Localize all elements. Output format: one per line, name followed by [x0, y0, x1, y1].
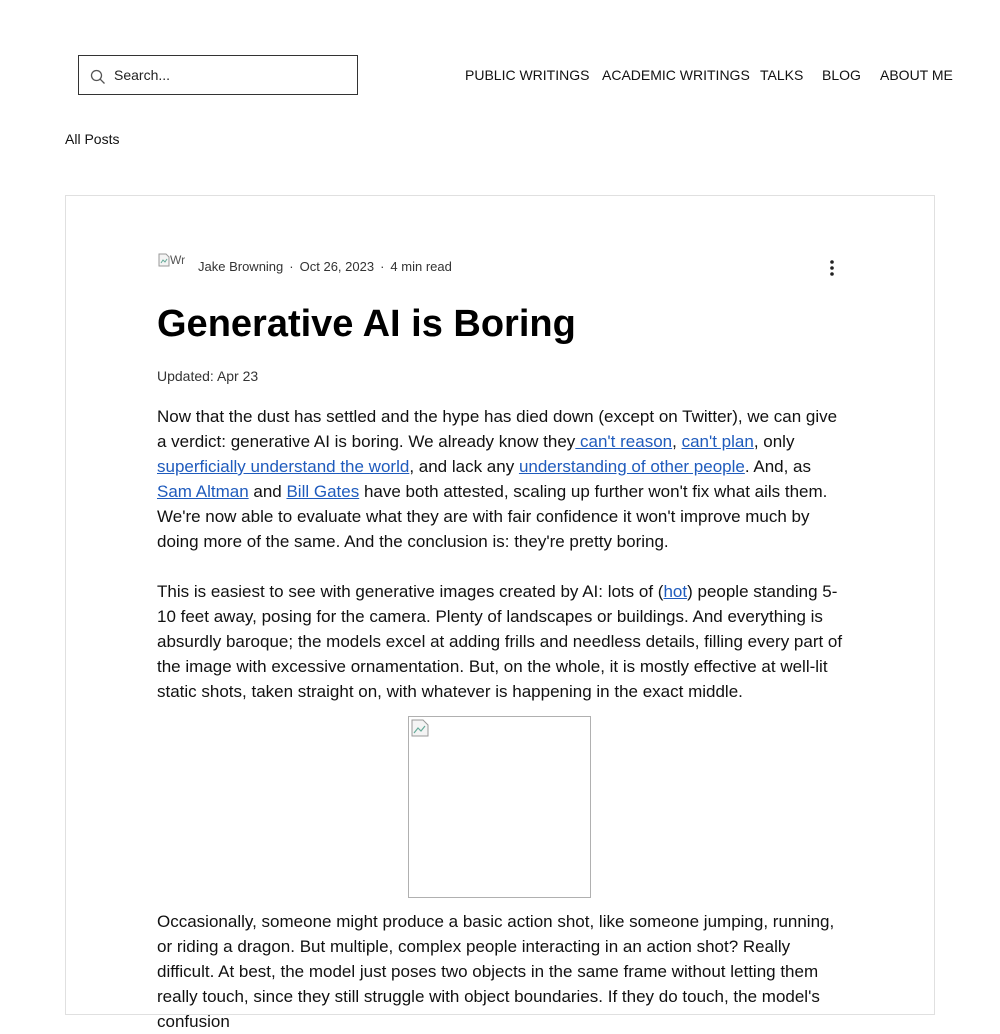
- link-hot[interactable]: hot: [663, 582, 688, 601]
- avatar-alt-text: Wr: [170, 253, 186, 267]
- read-time: 4 min read: [390, 259, 452, 274]
- post-image: [408, 716, 591, 898]
- link-sam-altman[interactable]: Sam Altman: [157, 482, 249, 501]
- post-date: Oct 26, 2023: [299, 259, 375, 274]
- nav-academic-writings[interactable]: ACADEMIC WRITINGS: [602, 67, 750, 83]
- link-bill-gates[interactable]: Bill Gates: [286, 482, 360, 501]
- nav-talks[interactable]: TALKS: [760, 67, 804, 83]
- more-options-icon[interactable]: [824, 258, 840, 278]
- search-icon: [90, 69, 106, 85]
- link-cant-plan[interactable]: can't plan: [681, 432, 754, 451]
- avatar[interactable]: [158, 253, 186, 281]
- link-understanding-people[interactable]: understanding of other people: [518, 457, 745, 476]
- broken-image-icon: [411, 719, 429, 737]
- nav-about-me[interactable]: ABOUT ME: [880, 67, 953, 83]
- meta-separator: ·: [289, 259, 294, 274]
- search-input[interactable]: Search...: [114, 67, 171, 83]
- paragraph-2: This is easiest to see with generative images created by AI: lots of (hot) people standing 5-10 feet away, posing for the camera. Plenty of landscapes or buildings. And everything is absurdly baroque; the models excel at adding frills and needless details, filling every part of the image with excessive ornamentation. But, on the whole, it is mostly effective at well-lit static shots, taken straight on, with whatever is happening in the exact middle.: [157, 582, 843, 701]
- post-title: Generative AI is Boring: [157, 303, 576, 345]
- paragraph-1: Now that the dust has settled and the hype has died down (except on Twitter), we can give a verdict: generative AI is boring. We already know they can't reason, can't plan, only superficially understand the world, and lack any understanding of other people. And, as Sam Altman and Bill Gates have both attested, scaling up further won't fix what ails them. We're now able to evaluate what they are with fair confidence it won't improve much by doing more of the same. And the conclusion is: they're pretty boring.: [157, 407, 838, 551]
- nav-blog[interactable]: BLOG: [822, 67, 861, 83]
- all-posts-link[interactable]: All Posts: [65, 131, 120, 147]
- updated-date: Updated: Apr 23: [157, 368, 259, 384]
- link-cant-reason[interactable]: can't reason: [575, 432, 673, 451]
- paragraph-3: Occasionally, someone might produce a basic action shot, like someone jumping, running, or riding a dragon. But multiple, complex people interacting in an action shot? Really difficult. At best, the model just poses two objects in the same frame without letting them really touch, since they still struggle with object boundaries. If they do touch, the model's confusion: [157, 912, 835, 1031]
- nav-public-writings[interactable]: PUBLIC WRITINGS: [465, 67, 590, 83]
- search-box[interactable]: [78, 55, 358, 95]
- link-superficially-understand[interactable]: superficially understand the world: [157, 457, 410, 476]
- meta-separator: ·: [380, 259, 385, 274]
- author-name[interactable]: Jake Browning: [198, 259, 284, 274]
- post-meta: [198, 259, 452, 274]
- broken-image-icon: [158, 253, 170, 267]
